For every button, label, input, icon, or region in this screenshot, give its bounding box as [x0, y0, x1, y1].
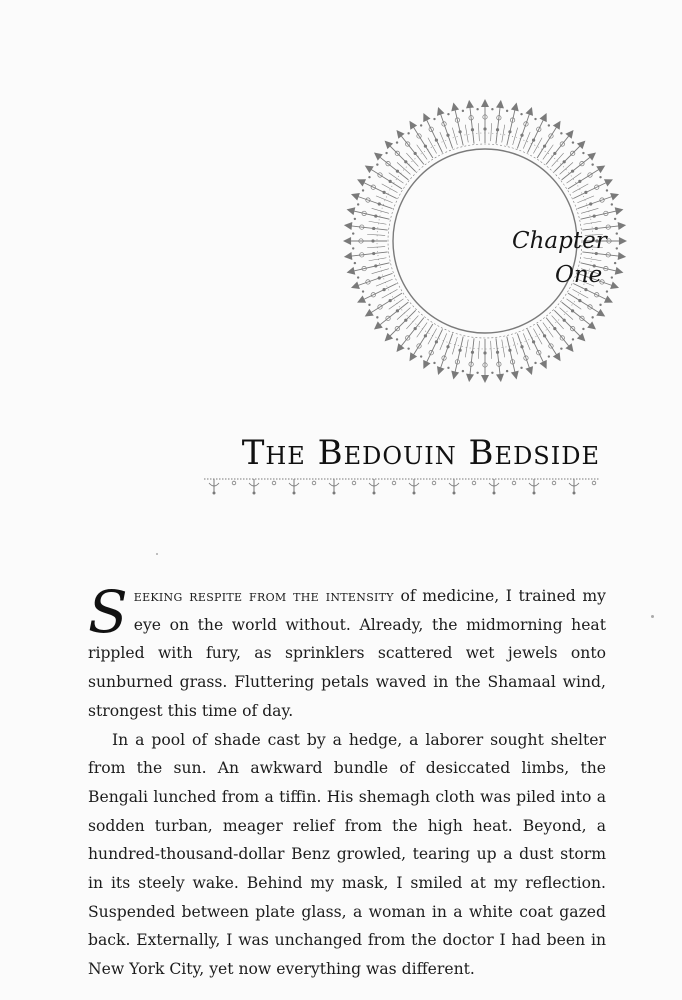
drop-cap: S — [88, 578, 128, 646]
chapter-body — [88, 578, 606, 984]
paper-speck — [156, 553, 158, 555]
chapter-number-label — [500, 224, 640, 292]
paragraph-2: In a pool of shade cast by a hedge, a laborer sought shelter from the sun. An awkward bundle of desiccated limbs, the Bengali lunched from a tiffin. His shemagh cloth was piled into a sodden turban, meager relief from the high heat. Beyond, a hundred-thousand-dollar Benz growled, tearing up a dust storm in its steely wake. Behind my mask, I smiled at my reflection. Suspended between plate glass, a woman in a white coat gazed back. Externally, I was unchanged from the doctor I had been in New York City, yet now everything was different. — [88, 730, 606, 979]
paper-speck — [651, 615, 654, 618]
chapter-title: The Bedouin Bedside — [241, 433, 600, 473]
title-rule — [202, 474, 602, 496]
chapter-word: Chapter — [512, 228, 607, 254]
paragraph-1-text: of medicine, I trained my eye on the world without. Already, the midmorning heat rippled with fury, as sprinklers scattered wet jewels onto sunburned grass. Fluttering petals waved in the Shamaal wind, strongest this time of day. — [88, 587, 606, 720]
paragraph-1 — [88, 578, 606, 726]
opening-smallcaps: eeking respite from the intensity — [133, 587, 394, 605]
chapter-number: One — [555, 262, 603, 288]
ornamental-fleuron-rule-icon — [202, 474, 602, 496]
